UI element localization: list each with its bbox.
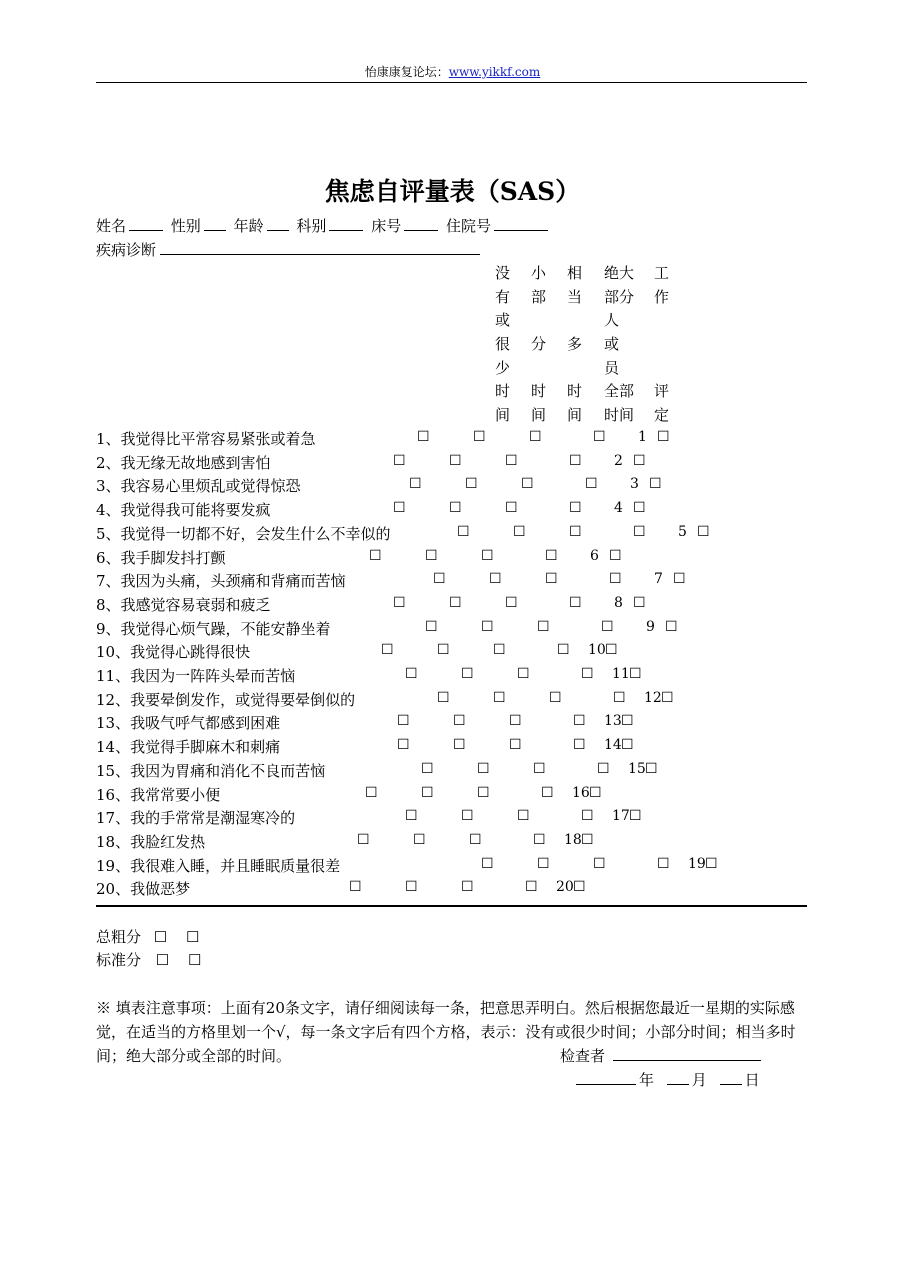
column-header-1 bbox=[495, 262, 510, 428]
column-header-char bbox=[654, 309, 669, 333]
inspector-row bbox=[560, 1045, 764, 1066]
date-row bbox=[576, 1069, 760, 1090]
inspector-field[interactable] bbox=[613, 1045, 761, 1061]
question-text: 20、我做恶梦 bbox=[96, 880, 191, 899]
column-header-char: 作 bbox=[654, 287, 670, 306]
answer-checkbox[interactable]: ☐ bbox=[557, 642, 570, 659]
column-header-char: 时 bbox=[567, 382, 583, 401]
answer-checkbox[interactable]: ☐ bbox=[425, 547, 438, 564]
column-header-char: 相 bbox=[567, 264, 583, 282]
score-checkbox[interactable]: ☐ bbox=[589, 784, 602, 801]
score-checkbox[interactable]: ☐ bbox=[673, 571, 686, 588]
column-header-char: 工 bbox=[654, 264, 670, 282]
answer-checkbox[interactable]: ☐ bbox=[569, 594, 582, 611]
answer-checkbox[interactable]: ☐ bbox=[425, 618, 438, 635]
diagnosis-label: 疾病诊断 bbox=[96, 241, 157, 259]
answer-checkbox[interactable]: ☐ bbox=[505, 500, 518, 517]
answer-checkbox[interactable]: ☐ bbox=[509, 737, 522, 754]
score-number: 13 bbox=[604, 713, 622, 730]
answer-checkbox[interactable]: ☐ bbox=[449, 500, 462, 517]
score-checkbox[interactable]: ☐ bbox=[581, 831, 594, 848]
column-header-3 bbox=[567, 262, 582, 428]
score-number: 3 bbox=[630, 476, 639, 493]
answer-checkbox[interactable]: ☐ bbox=[453, 713, 466, 730]
score-number: 16 bbox=[572, 784, 590, 801]
answer-checkbox[interactable]: ☐ bbox=[437, 689, 450, 706]
instructions-note: ※ 填表注意事项：上面有20条文字，请仔细阅读每一条，把意思弄明白。然后根据您最近一星期的实际感觉，在适当的方格里划一个√，每一条文字后有四个方格，表示：没有或很少时间；小部分时间；相当多时间；绝大部分或全部的时间。 bbox=[96, 999, 796, 1065]
question-text: 5、我觉得一切都不好，会发生什么不幸似的 bbox=[96, 524, 391, 543]
answer-checkbox[interactable]: ☐ bbox=[405, 666, 418, 682]
answer-checkbox[interactable]: ☐ bbox=[461, 808, 474, 825]
score-checkbox[interactable]: ☐ bbox=[661, 689, 674, 706]
answer-checkbox[interactable]: ☐ bbox=[413, 831, 426, 848]
year-field[interactable] bbox=[576, 1069, 636, 1085]
answer-checkbox[interactable]: ☐ bbox=[349, 879, 362, 896]
score-checkbox[interactable]: ☐ bbox=[665, 618, 678, 635]
raw-score-box[interactable]: ☐ bbox=[186, 928, 200, 946]
question-text: 15、我因为胃痛和消化不良而苦恼 bbox=[96, 761, 326, 780]
page-header bbox=[0, 63, 905, 80]
column-header-char: 评 bbox=[654, 382, 670, 401]
answer-checkbox[interactable]: ☐ bbox=[405, 879, 418, 896]
question-text: 8、我感觉容易衰弱和疲乏 bbox=[96, 595, 271, 614]
answer-checkbox[interactable]: ☐ bbox=[477, 784, 490, 801]
info-fields-row bbox=[96, 215, 551, 236]
column-header-2 bbox=[531, 262, 546, 428]
column-header-char: 分 bbox=[531, 335, 547, 354]
question-text: 11、我因为一阵阵头晕而苦恼 bbox=[96, 667, 296, 685]
column-header-char: 当 bbox=[567, 287, 583, 306]
gender-label: 性别 bbox=[170, 217, 201, 235]
answer-checkbox[interactable]: ☐ bbox=[481, 855, 494, 872]
answer-checkbox[interactable]: ☐ bbox=[465, 476, 478, 493]
answer-checkbox[interactable]: ☐ bbox=[393, 500, 406, 517]
column-header-char: 或 bbox=[495, 311, 511, 330]
standard-score-box[interactable]: ☐ bbox=[188, 951, 202, 969]
column-header-char: 有 bbox=[495, 287, 511, 306]
department-label: 科别 bbox=[296, 217, 327, 235]
column-header-char: 时 bbox=[495, 382, 511, 401]
score-checkbox[interactable]: ☐ bbox=[621, 713, 634, 730]
score-checkbox[interactable]: ☐ bbox=[629, 808, 642, 825]
answer-checkbox[interactable]: ☐ bbox=[433, 571, 446, 588]
question-text: 18、我脸红发热 bbox=[96, 832, 206, 851]
column-header-char: 员 bbox=[604, 358, 620, 377]
answer-checkbox[interactable]: ☐ bbox=[569, 523, 582, 540]
answer-checkbox[interactable]: ☐ bbox=[449, 594, 462, 611]
question-text: 19、我很难入睡，并且睡眠质量很差 bbox=[96, 856, 341, 875]
answer-checkbox[interactable]: ☐ bbox=[393, 594, 406, 611]
header-divider bbox=[96, 82, 807, 83]
answer-checkbox[interactable]: ☐ bbox=[585, 476, 598, 493]
diagnosis-field[interactable] bbox=[160, 239, 480, 255]
answer-checkbox[interactable]: ☐ bbox=[457, 523, 470, 540]
column-header-char: 间 bbox=[531, 406, 547, 425]
answer-checkbox[interactable]: ☐ bbox=[505, 594, 518, 611]
answer-checkbox[interactable]: ☐ bbox=[601, 618, 614, 635]
answer-checkbox[interactable]: ☐ bbox=[449, 452, 462, 469]
raw-score-box[interactable]: ☐ bbox=[153, 928, 168, 946]
question-text: 9、我觉得心烦气躁，不能安静坐着 bbox=[96, 619, 331, 638]
column-header-char: 少 bbox=[495, 358, 511, 377]
answer-checkbox[interactable]: ☐ bbox=[569, 452, 582, 469]
answer-checkbox[interactable]: ☐ bbox=[409, 476, 422, 493]
age-label: 年龄 bbox=[233, 217, 264, 235]
score-number: 4 bbox=[614, 500, 623, 517]
column-header-char bbox=[531, 309, 546, 333]
answer-checkbox[interactable]: ☐ bbox=[393, 452, 406, 469]
answer-checkbox[interactable]: ☐ bbox=[521, 476, 534, 493]
column-header-char: 小 bbox=[531, 264, 547, 282]
score-number: 14 bbox=[604, 737, 622, 754]
answer-checkbox[interactable]: ☐ bbox=[613, 689, 626, 706]
column-header-char: 部分 bbox=[604, 287, 635, 306]
column-header-5 bbox=[654, 262, 669, 428]
score-checkbox[interactable]: ☐ bbox=[705, 855, 718, 872]
diagnosis-row bbox=[96, 239, 483, 260]
inspector-label: 检查者 bbox=[560, 1047, 606, 1065]
raw-score-row bbox=[96, 927, 199, 947]
question-text: 14、我觉得手脚麻木和刺痛 bbox=[96, 738, 281, 757]
answer-checkbox[interactable]: ☐ bbox=[469, 831, 482, 848]
standard-score-label: 标准分 bbox=[96, 951, 142, 969]
score-number: 18 bbox=[564, 831, 582, 848]
answer-checkbox[interactable]: ☐ bbox=[533, 831, 546, 848]
answer-checkbox[interactable]: ☐ bbox=[509, 713, 522, 730]
answer-checkbox[interactable]: ☐ bbox=[397, 737, 410, 754]
answer-checkbox[interactable]: ☐ bbox=[593, 855, 606, 872]
answer-checkbox[interactable]: ☐ bbox=[365, 784, 378, 801]
score-checkbox[interactable]: ☐ bbox=[573, 879, 586, 896]
answer-checkbox[interactable]: ☐ bbox=[545, 547, 558, 564]
answer-checkbox[interactable]: ☐ bbox=[481, 547, 494, 564]
score-number: 5 bbox=[678, 523, 687, 540]
answer-checkbox[interactable]: ☐ bbox=[513, 523, 526, 540]
score-checkbox[interactable]: ☐ bbox=[633, 500, 646, 517]
month-field[interactable] bbox=[667, 1069, 689, 1085]
answer-checkbox[interactable]: ☐ bbox=[533, 760, 546, 777]
column-header-char: 时间 bbox=[604, 406, 635, 425]
answer-checkbox[interactable]: ☐ bbox=[405, 808, 418, 825]
column-header-char bbox=[654, 357, 669, 381]
answer-checkbox[interactable]: ☐ bbox=[537, 855, 550, 872]
age-field[interactable] bbox=[267, 215, 289, 231]
column-header-char: 时 bbox=[531, 382, 547, 401]
answer-checkbox[interactable]: ☐ bbox=[493, 689, 506, 706]
column-header-char bbox=[567, 309, 582, 333]
column-header-char: 绝大 bbox=[604, 264, 635, 282]
question-text: 16、我常常要小便 bbox=[96, 785, 221, 804]
question-text: 12、我要晕倒发作，或觉得要晕倒似的 bbox=[96, 690, 356, 709]
question-text: 7、我因为头痛，头颈痛和背痛而苦恼 bbox=[96, 572, 346, 591]
answer-checkbox[interactable]: ☐ bbox=[537, 618, 550, 635]
answer-checkbox[interactable]: ☐ bbox=[517, 808, 530, 825]
answer-checkbox[interactable]: ☐ bbox=[573, 737, 586, 754]
question-text: 13、我吸气呼气都感到困难 bbox=[96, 714, 281, 733]
column-header-char: 间 bbox=[495, 406, 511, 425]
score-number: 6 bbox=[590, 547, 599, 564]
standard-score-row bbox=[96, 950, 201, 970]
bed-field[interactable] bbox=[404, 215, 438, 231]
answer-checkbox[interactable]: ☐ bbox=[421, 784, 434, 801]
year-label: 年 bbox=[639, 1071, 655, 1089]
page-title: 焦虑自评量表（SAS） bbox=[324, 177, 581, 206]
answer-checkbox[interactable]: ☐ bbox=[493, 642, 506, 659]
score-checkbox[interactable]: ☐ bbox=[633, 452, 646, 469]
question-text: 17、我的手常常是潮湿寒冷的 bbox=[96, 809, 296, 828]
answer-checkbox[interactable]: ☐ bbox=[633, 523, 646, 540]
answer-checkbox[interactable]: ☐ bbox=[381, 642, 394, 659]
answer-checkbox[interactable]: ☐ bbox=[357, 831, 370, 848]
name-label: 姓名 bbox=[96, 217, 127, 235]
answer-checkbox[interactable]: ☐ bbox=[529, 429, 542, 445]
score-number: 1 bbox=[638, 429, 647, 445]
score-number: 10 bbox=[588, 642, 606, 659]
standard-score-box[interactable]: ☐ bbox=[155, 951, 170, 969]
answer-checkbox[interactable]: ☐ bbox=[545, 571, 558, 588]
score-number: 11 bbox=[612, 666, 630, 682]
answer-checkbox[interactable]: ☐ bbox=[517, 666, 530, 682]
answer-checkbox[interactable]: ☐ bbox=[481, 618, 494, 635]
column-header-char: 部 bbox=[531, 287, 547, 306]
column-header-char: 多 bbox=[567, 335, 583, 354]
score-number: 19 bbox=[688, 855, 706, 872]
department-field[interactable] bbox=[329, 215, 363, 231]
score-number: 15 bbox=[628, 760, 646, 777]
column-header-char: 很 bbox=[495, 335, 511, 354]
score-checkbox[interactable]: ☐ bbox=[697, 523, 710, 540]
column-header-char: 全部 bbox=[604, 382, 635, 401]
site-link[interactable]: www.yikkf.com bbox=[448, 65, 541, 79]
bed-label: 床号 bbox=[371, 217, 402, 235]
questions-divider bbox=[96, 905, 807, 907]
question-text: 2、我无缘无故地感到害怕 bbox=[96, 453, 271, 472]
column-header-char bbox=[654, 333, 669, 357]
answer-checkbox[interactable]: ☐ bbox=[581, 666, 594, 682]
column-header-char: 没 bbox=[495, 264, 511, 282]
answer-checkbox[interactable]: ☐ bbox=[541, 784, 554, 801]
column-header-char: 定 bbox=[654, 406, 670, 425]
answer-checkbox[interactable]: ☐ bbox=[569, 500, 582, 517]
answer-checkbox[interactable]: ☐ bbox=[477, 760, 490, 777]
site-label: 怡康康复论坛： bbox=[364, 65, 449, 79]
answer-checkbox[interactable]: ☐ bbox=[437, 642, 450, 659]
answer-checkbox[interactable]: ☐ bbox=[525, 879, 538, 896]
column-header-char: 间 bbox=[567, 406, 583, 425]
gender-field[interactable] bbox=[204, 215, 226, 231]
score-checkbox[interactable]: ☐ bbox=[657, 429, 670, 445]
answer-checkbox[interactable]: ☐ bbox=[417, 429, 430, 445]
score-number: 7 bbox=[654, 571, 663, 588]
answer-checkbox[interactable]: ☐ bbox=[397, 713, 410, 730]
score-checkbox[interactable]: ☐ bbox=[633, 594, 646, 611]
answer-checkbox[interactable]: ☐ bbox=[421, 760, 434, 777]
answer-checkbox[interactable]: ☐ bbox=[549, 689, 562, 706]
answer-checkbox[interactable]: ☐ bbox=[505, 452, 518, 469]
score-number: 12 bbox=[644, 689, 662, 706]
question-text: 3、我容易心里烦乱或觉得惊恐 bbox=[96, 477, 301, 496]
answer-checkbox[interactable]: ☐ bbox=[657, 855, 670, 872]
name-field[interactable] bbox=[129, 215, 163, 231]
score-number: 17 bbox=[612, 808, 630, 825]
question-text: 1、我觉得比平常容易紧张或着急 bbox=[96, 430, 316, 448]
column-header-char bbox=[567, 357, 582, 381]
answer-checkbox[interactable]: ☐ bbox=[473, 429, 486, 445]
column-header-char: 或 bbox=[604, 335, 620, 354]
answer-checkbox[interactable]: ☐ bbox=[581, 808, 594, 825]
answer-checkbox[interactable]: ☐ bbox=[489, 571, 502, 588]
answer-checkbox[interactable]: ☐ bbox=[369, 547, 382, 564]
answer-checkbox[interactable]: ☐ bbox=[609, 571, 622, 588]
raw-score-label: 总粗分 bbox=[96, 928, 142, 946]
day-field[interactable] bbox=[720, 1069, 742, 1085]
score-number: 8 bbox=[614, 594, 623, 611]
question-text: 10、我觉得心跳得很快 bbox=[96, 643, 251, 662]
score-checkbox[interactable]: ☐ bbox=[621, 737, 634, 754]
question-text: 6、我手脚发抖打颤 bbox=[96, 548, 226, 567]
answer-checkbox[interactable]: ☐ bbox=[593, 429, 606, 445]
score-checkbox[interactable]: ☐ bbox=[609, 547, 622, 564]
score-checkbox[interactable]: ☐ bbox=[605, 642, 618, 659]
month-label: 月 bbox=[691, 1071, 707, 1089]
score-number: 20 bbox=[556, 879, 574, 896]
score-checkbox[interactable]: ☐ bbox=[645, 760, 658, 777]
column-header-char: 人 bbox=[604, 311, 620, 330]
answer-checkbox[interactable]: ☐ bbox=[461, 879, 474, 896]
admission-field[interactable] bbox=[494, 215, 548, 231]
score-number: 2 bbox=[614, 452, 623, 469]
score-checkbox[interactable]: ☐ bbox=[629, 666, 642, 682]
score-checkbox[interactable]: ☐ bbox=[649, 476, 662, 493]
answer-checkbox[interactable]: ☐ bbox=[453, 737, 466, 754]
column-header-char bbox=[531, 357, 546, 381]
answer-checkbox[interactable]: ☐ bbox=[597, 760, 610, 777]
answer-checkbox[interactable]: ☐ bbox=[573, 713, 586, 730]
admission-label: 住院号 bbox=[445, 217, 491, 235]
column-header-4 bbox=[604, 262, 634, 428]
question-text: 4、我觉得我可能将要发疯 bbox=[96, 501, 271, 520]
day-label: 日 bbox=[744, 1071, 760, 1089]
answer-checkbox[interactable]: ☐ bbox=[461, 666, 474, 682]
score-number: 9 bbox=[646, 618, 655, 635]
